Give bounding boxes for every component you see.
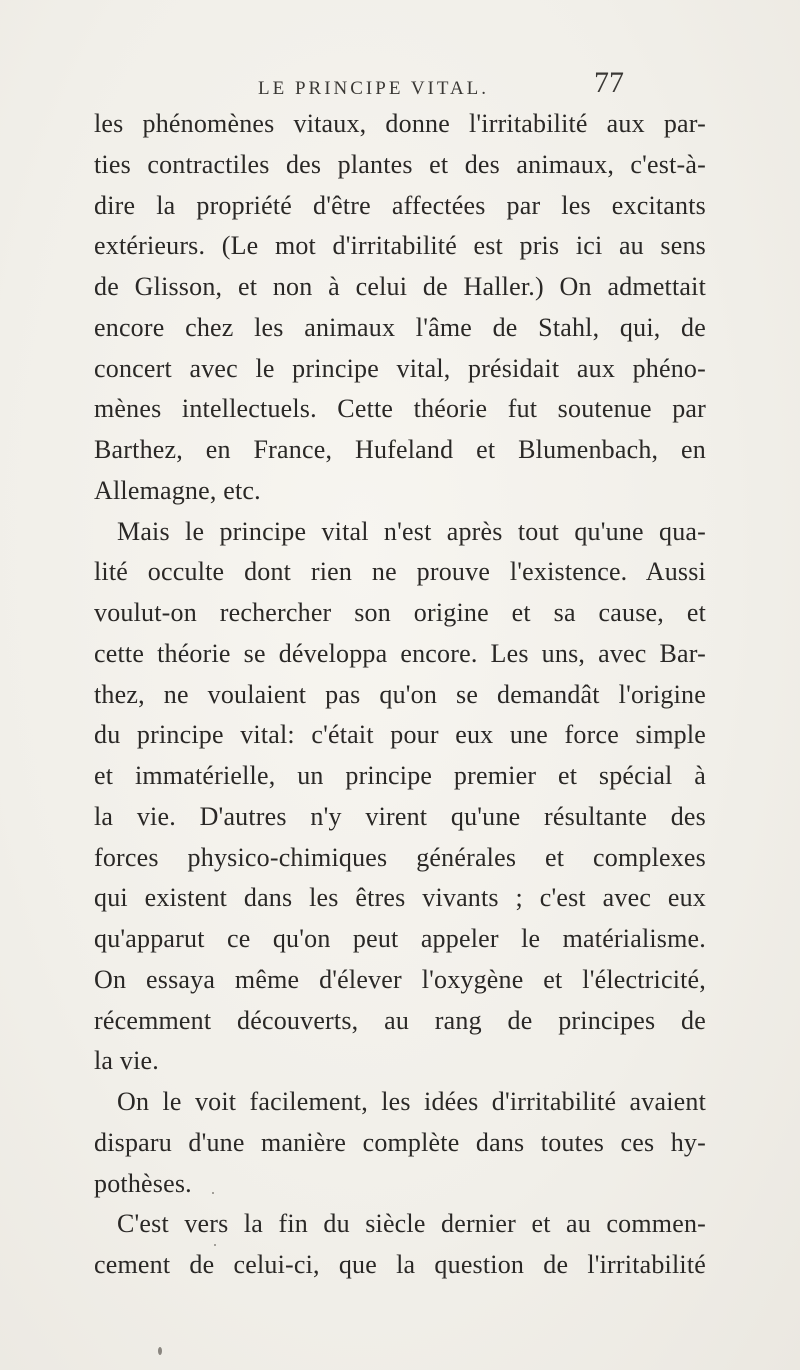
text-line: pothèses. xyxy=(94,1168,192,1198)
text-line: les phénomènes vitaux, donne l'irritabilité aux par- xyxy=(94,109,706,138)
text-line: Barthez, en France, Hufeland et Blumenbach, en xyxy=(94,435,706,464)
text-line: qui existent dans les êtres vivants ; c'est avec eux xyxy=(94,883,706,913)
text-line: disparu d'une manière complète dans toutes ces hy- xyxy=(94,1127,706,1157)
text-line: qu'apparut ce qu'on peut appeler le matérialisme. xyxy=(94,924,706,953)
page-number: 77 xyxy=(594,66,624,99)
text-line: C'est vers la fin du siècle dernier et au commen- xyxy=(117,1209,706,1239)
text-line: du principe vital: c'était pour eux une force simple xyxy=(94,720,706,750)
text-line: encore chez les animaux l'âme de Stahl, qui, de xyxy=(94,312,706,342)
text-line: et immatérielle, un principe premier et spécial à xyxy=(94,761,706,790)
paper-speck xyxy=(158,1347,162,1355)
text-line: On le voit facilement, les idées d'irritabilité avaient xyxy=(117,1087,706,1116)
text-line: cette théorie se développa encore. Les uns, avec Bar- xyxy=(94,638,706,668)
text-line: thez, ne voulaient pas qu'on se demandât l'origine xyxy=(94,679,706,709)
body-text xyxy=(94,104,706,1286)
text-line: lité occulte dont rien ne prouve l'existence. Aussi xyxy=(94,557,706,587)
text-line: la vie. D'autres n'y virent qu'une résultante des xyxy=(94,801,706,831)
text-line: récemment découverts, au rang de principes de xyxy=(94,1005,706,1035)
text-line: ties contractiles des plantes et des animaux, c'est-à- xyxy=(94,149,706,179)
text-line: mènes intellectuels. Cette théorie fut soutenue par xyxy=(94,394,706,424)
text-line: la vie. xyxy=(94,1046,159,1076)
text-line: voulut-on rechercher son origine et sa cause, et xyxy=(94,598,706,627)
text-line: On essaya même d'élever l'oxygène et l'électricité, xyxy=(94,964,706,994)
running-head: LE PRINCIPE VITAL. xyxy=(258,78,490,99)
text-line: Mais le principe vital n'est après tout qu'une qua- xyxy=(117,516,706,546)
text-line: forces physico-chimiques générales et complexes xyxy=(94,842,706,872)
paper-speck xyxy=(214,1244,216,1246)
text-line: extérieurs. (Le mot d'irritabilité est pris ici au sens xyxy=(94,231,706,261)
text-line: de Glisson, et non à celui de Haller.) On admettait xyxy=(94,272,706,301)
text-line: Allemagne, etc. xyxy=(94,475,261,505)
text-line: cement de celui-ci, que la question de l'irritabilité xyxy=(94,1250,706,1279)
text-line: concert avec le principe vital, présidait aux phéno- xyxy=(94,353,706,383)
text-line: dire la propriété d'être affectées par les excitants xyxy=(94,190,706,220)
paper-speck xyxy=(212,1192,214,1194)
